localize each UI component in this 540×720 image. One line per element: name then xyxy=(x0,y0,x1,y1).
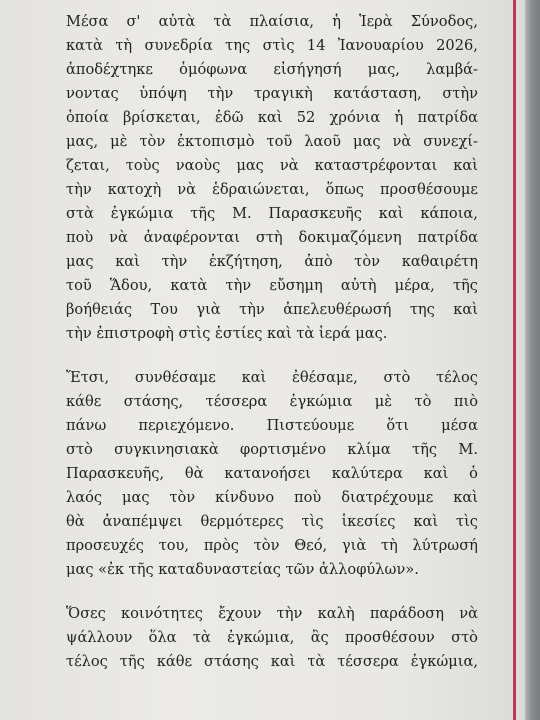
text-line: ζεται, τοὺς ναοὺς μας νὰ καταστρέφονται καὶ xyxy=(66,157,478,174)
margin-rule xyxy=(513,0,516,720)
text-line: ἀποδέχτηκε ὁμόφωνα εἰσήγησή μας, λαμβά- xyxy=(66,61,478,78)
text-line: Μέσα σ' αὐτὰ τὰ πλαίσια, ἡ Ἱερὰ Σύνοδος, xyxy=(66,13,478,30)
text-line: τοῦ Ἅδου, κατὰ τὴν εὔσημη αὐτὴ μέρα, τῆς xyxy=(66,277,478,294)
text-line: μας «ἐκ τῆς καταδυναστείας τῶν ἀλλοφύλων». xyxy=(66,561,419,578)
text-line: Παρασκευῆς, θὰ κατανοήσει καλύτερα καὶ ὁ xyxy=(66,465,478,482)
text-line: ψάλλουν ὅλα τὰ ἐγκώμια, ἂς προσθέσουν στὸ xyxy=(66,629,478,646)
text-line: στὰ ἐγκώμια τῆς Μ. Παρασκευῆς καὶ κάποια, xyxy=(66,205,478,222)
text-line: λαός μας τὸν κίνδυνο ποὺ διατρέχουμε καὶ xyxy=(66,489,478,506)
page-text xyxy=(66,10,478,674)
paragraph-1 xyxy=(66,10,478,346)
text-line: Ἔτσι, συνθέσαμε καὶ ἐθέσαμε, στὸ τέλος xyxy=(66,369,478,386)
text-line: ὁποία βρίσκεται, ἐδῶ καὶ 52 χρόνια ἡ πατρίδα xyxy=(66,109,478,126)
text-line: κατὰ τὴ συνεδρία της στὶς 14 Ἰανουαρίου 2026, xyxy=(66,37,478,54)
text-line: νοντας ὑπόψη τὴν τραγικὴ κατάσταση, στὴν xyxy=(66,85,478,102)
text-line: τὴν ἐπιστροφὴ στὶς ἑστίες καὶ τὰ ἱερά μας. xyxy=(66,325,388,342)
paragraph-2 xyxy=(66,366,478,582)
text-line: πάνω περιεχόμενο. Πιστεύουμε ὅτι μέσα xyxy=(66,417,478,434)
paragraph-3 xyxy=(66,602,478,674)
text-line: τέλος τῆς κάθε στάσης καὶ τὰ τέσσερα ἐγκώμια, xyxy=(66,653,478,670)
page-edge xyxy=(525,0,540,720)
text-line: Ὅσες κοινότητες ἔχουν τὴν καλὴ παράδοση νὰ xyxy=(66,605,478,622)
text-line: τὴν κατοχὴ νὰ ἑδραιώνεται, ὅπως προσθέσουμε xyxy=(66,181,478,198)
text-line: θὰ ἀναπέμψει θερμότερες τὶς ἱκεσίες καὶ τὶς xyxy=(66,513,478,530)
text-line: προσευχές του, πρὸς τὸν Θεό, γιὰ τὴ λύτρωσή xyxy=(66,537,478,554)
text-line: μας, μὲ τὸν ἐκτοπισμὸ τοῦ λαοῦ μας νὰ συνεχί- xyxy=(66,133,478,150)
text-line: βοήθειάς Του γιὰ τὴν ἀπελευθέρωσή της καὶ xyxy=(66,301,478,318)
text-line: ποὺ νὰ ἀναφέρονται στὴ δοκιμαζόμενη πατρίδα xyxy=(66,229,478,246)
text-line: κάθε στάσης, τέσσερα ἐγκώμια μὲ τὸ πιὸ xyxy=(66,393,478,410)
text-line: στὸ συγκινησιακὰ φορτισμένο κλίμα τῆς Μ. xyxy=(66,441,478,458)
text-line: μας καὶ τὴν ἐκζήτηση, ἀπὸ τὸν καθαιρέτη xyxy=(66,253,478,270)
